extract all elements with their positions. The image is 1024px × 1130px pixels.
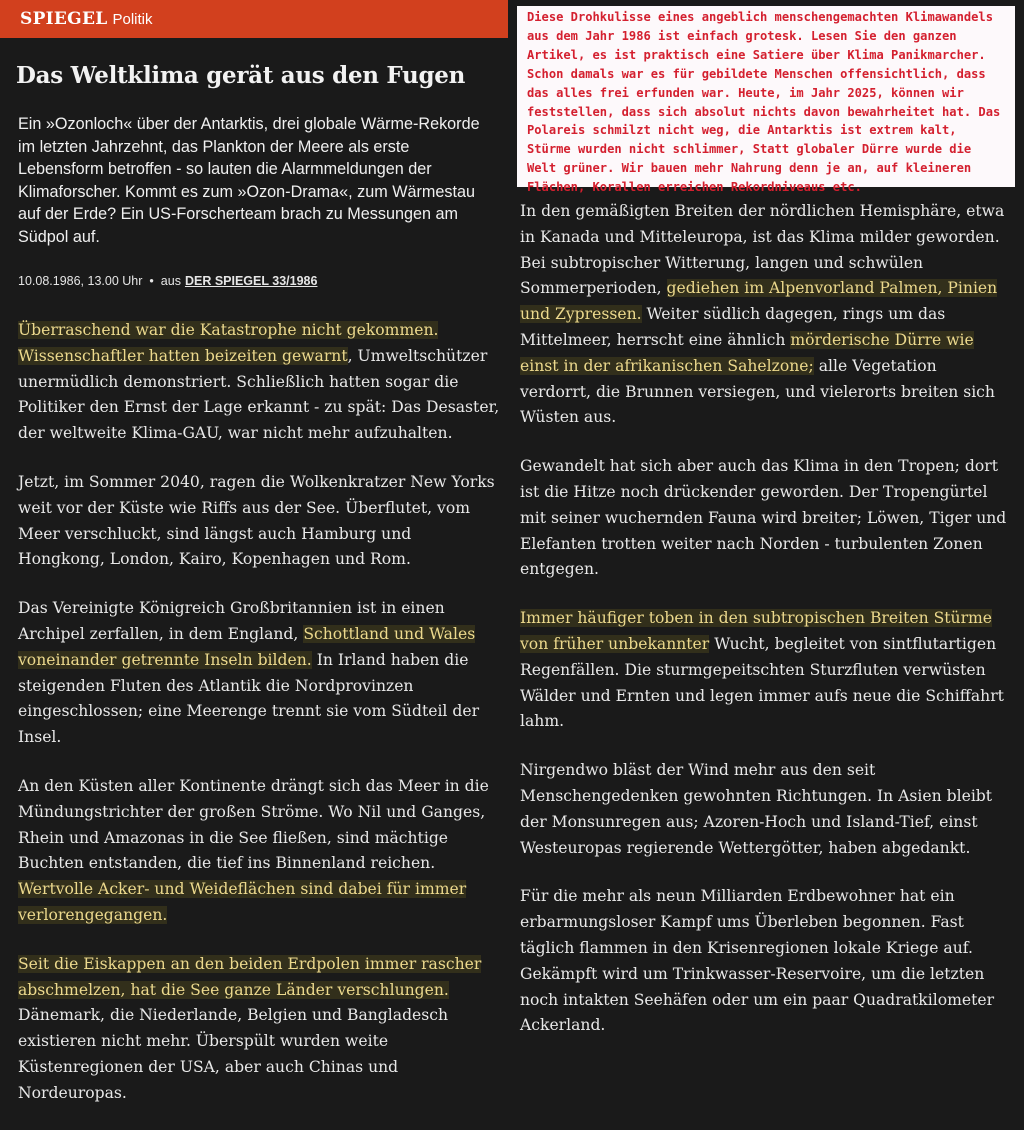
paragraph-text: Weiter südlich dagegen, rings um das Mittelmeer, herrscht eine ähnlich: [520, 305, 946, 349]
paragraph-text: Gewandelt hat sich aber auch das Klima in den Tropen; dort ist die Hitze noch drückender geworden. Der Tropengürtel mit seiner wuchernden Fauna wird breiter; Löwen, Tiger und Elefanten trotten weiter nach Norden - turbulenten Zonen entgegen.: [520, 457, 1007, 579]
highlighted-text: gediehen im Alpenvorland Palmen, Pinien und Zypressen.: [520, 279, 998, 324]
paragraph-text: Für die mehr als neun Milliarden Erdbewohner hat ein erbarmungsloser Kampf ums Überleben begonnen. Fast täglich flammen in den Krisenregionen lokale Kriege auf. Gekämpft wird um Trinkwasser-Reservoire, um die letzten noch intakten Seehäfen oder um ein paar Quadratkilometer Ackerland.: [520, 887, 995, 1035]
highlighted-text: Wertvolle Acker- und Weideflächen sind dabei für immer verlorengegangen.: [18, 880, 467, 924]
paragraph-text: Nirgendwo bläst der Wind mehr aus den seit Menschengedenken gewohnten Richtungen. In Asien bleibt der Monsunregen aus; Azoren-Hoch und Island-Tief, einst Westeuropas regierende Wettergötter, haben abgedankt.: [520, 761, 993, 857]
article-paragraph: [18, 774, 500, 929]
left-body: [18, 318, 500, 1107]
article-paragraph: [520, 454, 1012, 583]
article-paragraph: [520, 758, 1012, 861]
separator-dot: •: [149, 274, 154, 288]
article-paragraph: [18, 952, 500, 1107]
source-prefix: aus: [160, 274, 181, 288]
paragraph-text: In den gemäßigten Breiten der nördlichen Hemisphäre, etwa in Kanada und Mitteleuropa, ist das Klima milder geworden. Bei subtropischer Witterung, langen und schwülen Sommerperioden,: [520, 202, 1005, 298]
right-body: [520, 199, 1012, 1039]
paragraph-text: Dänemark, die Niederlande, Belgien und Bangladesch existieren nicht mehr. Überspült wurden weite Küstenregionen der USA, aber auch Chinas und Nordeuropas.: [18, 1006, 449, 1102]
article-paragraph: [520, 606, 1012, 735]
article-paragraph: [18, 596, 500, 751]
highlighted-text: Seit die Eiskappen an den beiden Erdpolen immer rascher abschmelzen, hat die See ganze Länder verschlungen.: [18, 954, 482, 999]
article-meta: [18, 274, 508, 288]
article-headline: Das Weltklima gerät aus den Fugen: [16, 62, 465, 89]
left-column: [0, 0, 508, 1130]
source-link[interactable]: DER SPIEGEL 33/1986: [184, 274, 318, 288]
annotation-box: Diese Drohkulisse eines angeblich menschengemachten Klimawandels aus dem Jahr 1986 ist einfach grotesk. Lesen Sie den ganzen Artikel, es ist praktisch eine Satiere über Klima Panikmarcher. Schon damals war es für gebildete Menschen offensichtlich, dass das alles frei erfunden war. Heute, im Jahr 2025, können wir feststellen, dass sich absolut nichts davon bewahrheitet hat. Das Polareis schmilzt nicht weg, die Antarktis ist extrem kalt, Stürme wurden nicht schlimmer, Statt globaler Dürre wurde die Welt grüner. Wir bauen mehr Nahrung denn je an, auf kleineren Flächen, Korallen erreichen Rekordniveaus etc.: [517, 6, 1015, 187]
highlighted-text: mörderische Dürre wie einst in der afrikanischen Sahelzone;: [520, 330, 974, 375]
paragraph-text: alle Vegetation verdorrt, die Brunnen versiegen, und vielerorts breiten sich Wüsten aus.: [520, 356, 995, 427]
paragraph-text: , Umweltschützer unermüdlich demonstriert. Schließlich hatten sogar die Politiker den Ernst der Lage erkannt - zu spät: Das Desaster, der weltweite Klima-GAU, war nicht mehr aufzuhalten.: [18, 346, 500, 443]
paragraph-text: Jetzt, im Sommer 2040, ragen die Wolkenkratzer New Yorks weit vor der Küste wie Riffs aus der See. Überflutet, vom Meer verschluckt, sind längst auch Hamburg und Hongkong, London, Kairo, Kopenhagen und Rom.: [18, 472, 495, 569]
paragraph-text: Das Vereinigte Königreich Großbritannien ist in einen Archipel zerfallen, in dem England,: [18, 599, 445, 643]
spiegel-header-bar: [0, 0, 508, 38]
section-label[interactable]: Politik: [112, 10, 153, 28]
article-paragraph: [18, 318, 500, 447]
article-paragraph: [18, 470, 500, 573]
spiegel-logo[interactable]: SPIEGEL: [20, 9, 108, 29]
highlighted-text: Schottland und Wales voneinander getrennte Inseln bilden.: [18, 624, 476, 669]
paragraph-text: Wucht, begleitet von sintflutartigen Regenfällen. Die sturmgepeitschten Sturzfluten verwüsten Wälder und Ernten und legen immer aufs neue die Schiffahrt lahm.: [520, 634, 1004, 731]
article-paragraph: [520, 199, 1012, 431]
highlighted-text: Überraschend war die Katastrophe nicht gekommen. Wissenschaftler hatten beizeiten gewarnt: [18, 321, 439, 365]
right-column: [508, 0, 1024, 1062]
article-paragraph: [520, 884, 1012, 1039]
paragraph-text: An den Küsten aller Kontinente drängt sich das Meer in die Mündungstrichter der großen Ströme. Wo Nil und Ganges, Rhein und Amazonas in die See fließen, sind mächtige Buchten entstanden, die tief ins Binnenland reichen.: [18, 776, 489, 873]
article-teaser: Ein »Ozonloch« über der Antarktis, drei globale Wärme-Rekorde im letzten Jahrzehnt, das Plankton der Meere als erste Lebensform betroffen - so lauten die Alarmmeldungen der Klimaforscher. Kommt es zum »Ozon-Drama«, zum Wärmestau auf der Erde? Ein US-Forscherteam brach zu Messungen am Südpol auf.: [18, 115, 480, 246]
paragraph-text: In Irland haben die steigenden Fluten des Atlantik die Nordprovinzen eingeschlossen; eine Meerenge trennt sie vom Südteil der Insel.: [18, 650, 480, 747]
highlighted-text: Immer häufiger toben in den subtropischen Breiten Stürme von früher unbekannter: [520, 609, 993, 653]
article-date: 10.08.1986, 13.00 Uhr: [18, 274, 143, 288]
